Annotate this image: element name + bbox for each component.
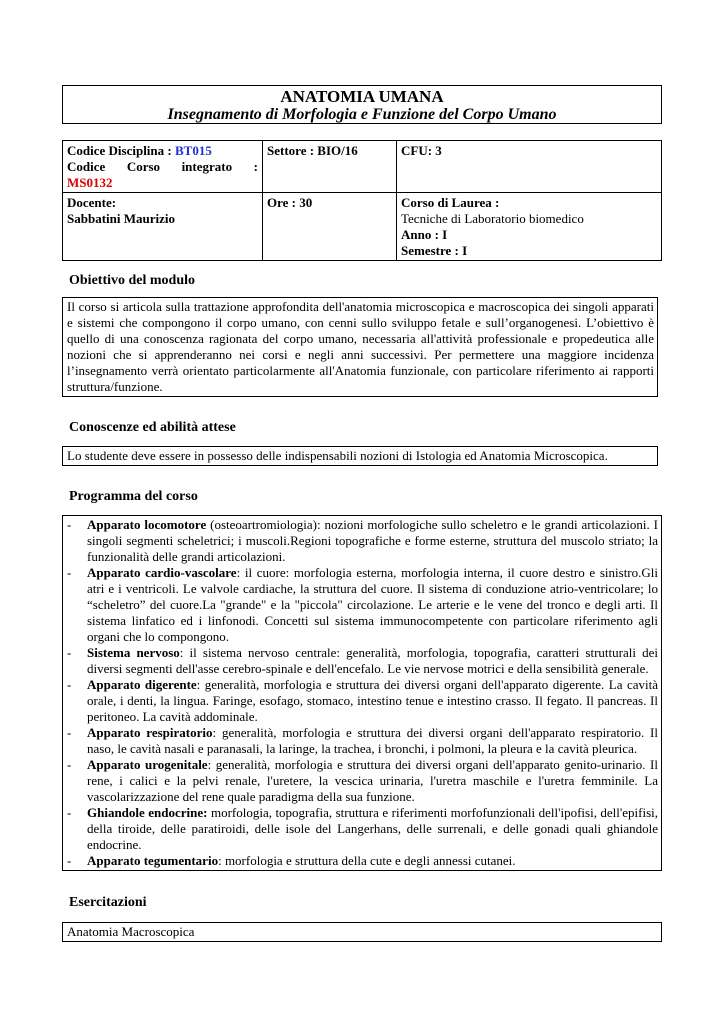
ore-cell: Ore : 30 — [263, 193, 397, 261]
item-text: : il cuore: morfologia esterna, morfologia interna, il cuore destro e sinistro.Gli atri e i ventricoli. Le valvole cardiache, la struttura del cuore. Il sistema di conduzione atrio-ventricolare; lo “scheletro” del cuore.La "grande" e la "piccola" circolazione. Le arterie e le vene del tronco e degli arti. Il sistema linfatico ed i linfonodi. Concetti sul sistema immunocompetente con particolare riferimento agli organi che lo compongono. — [87, 565, 658, 644]
item-title: Ghiandole endocrine: — [87, 805, 208, 820]
item-title: Apparato cardio-vascolare — [87, 565, 237, 580]
corso-cell — [397, 193, 662, 261]
list-item — [67, 517, 658, 565]
bullet-dash: - — [67, 677, 72, 692]
conoscenze-box — [62, 446, 658, 466]
codice-corso-label-4: : — [253, 159, 258, 174]
list-item — [67, 677, 658, 725]
codice-corso-label-3: integrato — [181, 159, 233, 174]
course-info-table — [62, 140, 662, 261]
item-text: morfologia, topografia, struttura e riferimenti morfofunzionali dell'ipofisi, dell'epifisi, della tiroide, delle paratiroidi, delle isole del Langerhans, delle surrenali, e delle gonadi quali ghiandole endocrine. — [87, 805, 658, 852]
codice-corso-label — [67, 159, 258, 175]
codice-corso-label-1: Codice — [67, 159, 106, 174]
item-text: (osteoartromiologia): nozioni morfologiche sullo scheletro e le grandi articolazioni. I singoli segmenti scheletrici; i muscoli.Regioni topografiche e forme esterne, struttura del muscolo striato; la funzionalità delle grandi articolazioni. — [87, 517, 658, 564]
semestre: Semestre : I — [401, 243, 468, 258]
item-text: : morfologia e struttura della cute e degli annessi cutanei. — [218, 853, 516, 868]
list-item — [67, 565, 658, 645]
list-item — [67, 645, 658, 677]
docente-label: Docente: — [67, 195, 117, 210]
item-title: Sistema nervoso — [87, 645, 180, 660]
docente-name: Sabbatini Maurizio — [67, 211, 175, 226]
esercitazioni-text: Anatomia Macroscopica — [67, 924, 195, 939]
item-title: Apparato respiratorio — [87, 725, 213, 740]
item-title: Apparato urogenitale — [87, 757, 208, 772]
table-row — [63, 193, 662, 261]
conoscenze-heading: Conoscenze ed abilità attese — [69, 420, 236, 435]
bullet-dash: - — [67, 853, 72, 868]
codice-corso-label-2: Corso — [126, 159, 161, 174]
conoscenze-text: Lo studente deve essere in possesso delle indispensabili nozioni di Istologia ed Anatomia Microscopica. — [67, 448, 608, 463]
codes-cell — [63, 141, 263, 193]
programma-list — [67, 517, 658, 869]
page-title: ANATOMIA UMANA — [280, 87, 444, 106]
bullet-dash: - — [67, 725, 72, 740]
bullet-dash: - — [67, 805, 72, 820]
title-box — [62, 85, 662, 124]
item-text: : generalità, morfologia e struttura dei diversi organi dell'apparato genito-urinario. Il rene, i calici e la pelvi renale, l'uretere, la vescica urinaria, l'uretra maschile e l'uretra femminile. La vascolarizzazione del rene quale paradigma della sua funzione. — [87, 757, 658, 804]
programma-box — [62, 515, 662, 871]
item-text: : il sistema nervoso centrale: generalità, morfologia, topografia, caratteri strutturali dei diversi segmenti dell'asse cerebro-spinale e dell'encefalo. Le vie nervose motrici e della sensibilità generale. — [87, 645, 658, 676]
cfu-cell: CFU: 3 — [397, 141, 662, 193]
bullet-dash: - — [67, 645, 72, 660]
programma-heading: Programma del corso — [69, 489, 198, 504]
table-row — [63, 141, 662, 193]
codice-disciplina-value: BT015 — [174, 143, 212, 158]
codice-corso-value: MS0132 — [67, 175, 113, 190]
anno: Anno : I — [401, 227, 448, 242]
esercitazioni-box — [62, 922, 662, 942]
item-text: : generalità, morfologia e struttura dei diversi organi dell'apparato digerente. La cavità orale, i denti, la lingua. Faringe, esofago, stomaco, intestino tenue e intestino crasso. Il fegato. Il pancreas. Il peritoneo. La cavità addominale. — [87, 677, 658, 724]
corso-value: Tecniche di Laboratorio biomedico — [401, 211, 584, 226]
obiettivo-heading: Obiettivo del modulo — [69, 273, 196, 288]
obiettivo-box — [62, 297, 658, 397]
item-title: Apparato digerente — [87, 677, 197, 692]
codice-disciplina — [67, 143, 258, 159]
corso-label: Corso di Laurea : — [401, 195, 500, 210]
list-item — [67, 757, 658, 805]
docente-cell — [63, 193, 263, 261]
settore-cell: Settore : BIO/16 — [263, 141, 397, 193]
obiettivo-text: Il corso si articola sulla trattazione approfondita dell'anatomia microscopica e macroscopica dei singoli apparati e sistemi che compongono il corpo umano, con cenni sullo sviluppo fetale e sull’organogenesi. L’obiettivo è quello di una conoscenza ragionata del corpo umano, necessaria all'attività professionale e propedeutica alle nozioni che si apprenderanno nei corsi e negli anni successivi. Per permettere una maggiore incidenza l’insegnamento verrà orientato particolarmente all'Anatomia funzionale, con particolare riferimento ai rapporti struttura/funzione. — [67, 299, 654, 394]
bullet-dash: - — [67, 757, 72, 772]
bullet-dash: - — [67, 565, 72, 580]
list-item — [67, 853, 658, 869]
codice-disciplina-label: Codice Disciplina : — [67, 143, 172, 158]
bullet-dash: - — [67, 517, 72, 532]
list-item — [67, 805, 658, 853]
item-title: Apparato locomotore — [87, 517, 207, 532]
list-item — [67, 725, 658, 757]
page-subtitle: Insegnamento di Morfologia e Funzione del Corpo Umano — [167, 106, 557, 123]
item-text: : generalità, morfologia e struttura dei diversi organi dell'apparato respiratorio. Il naso, le cavità nasali e paranasali, la laringe, la trachea, i bronchi, i polmoni, la pleura e la cavità pleurica. — [87, 725, 658, 756]
item-title: Apparato tegumentario — [87, 853, 219, 868]
esercitazioni-heading: Esercitazioni — [69, 895, 147, 910]
